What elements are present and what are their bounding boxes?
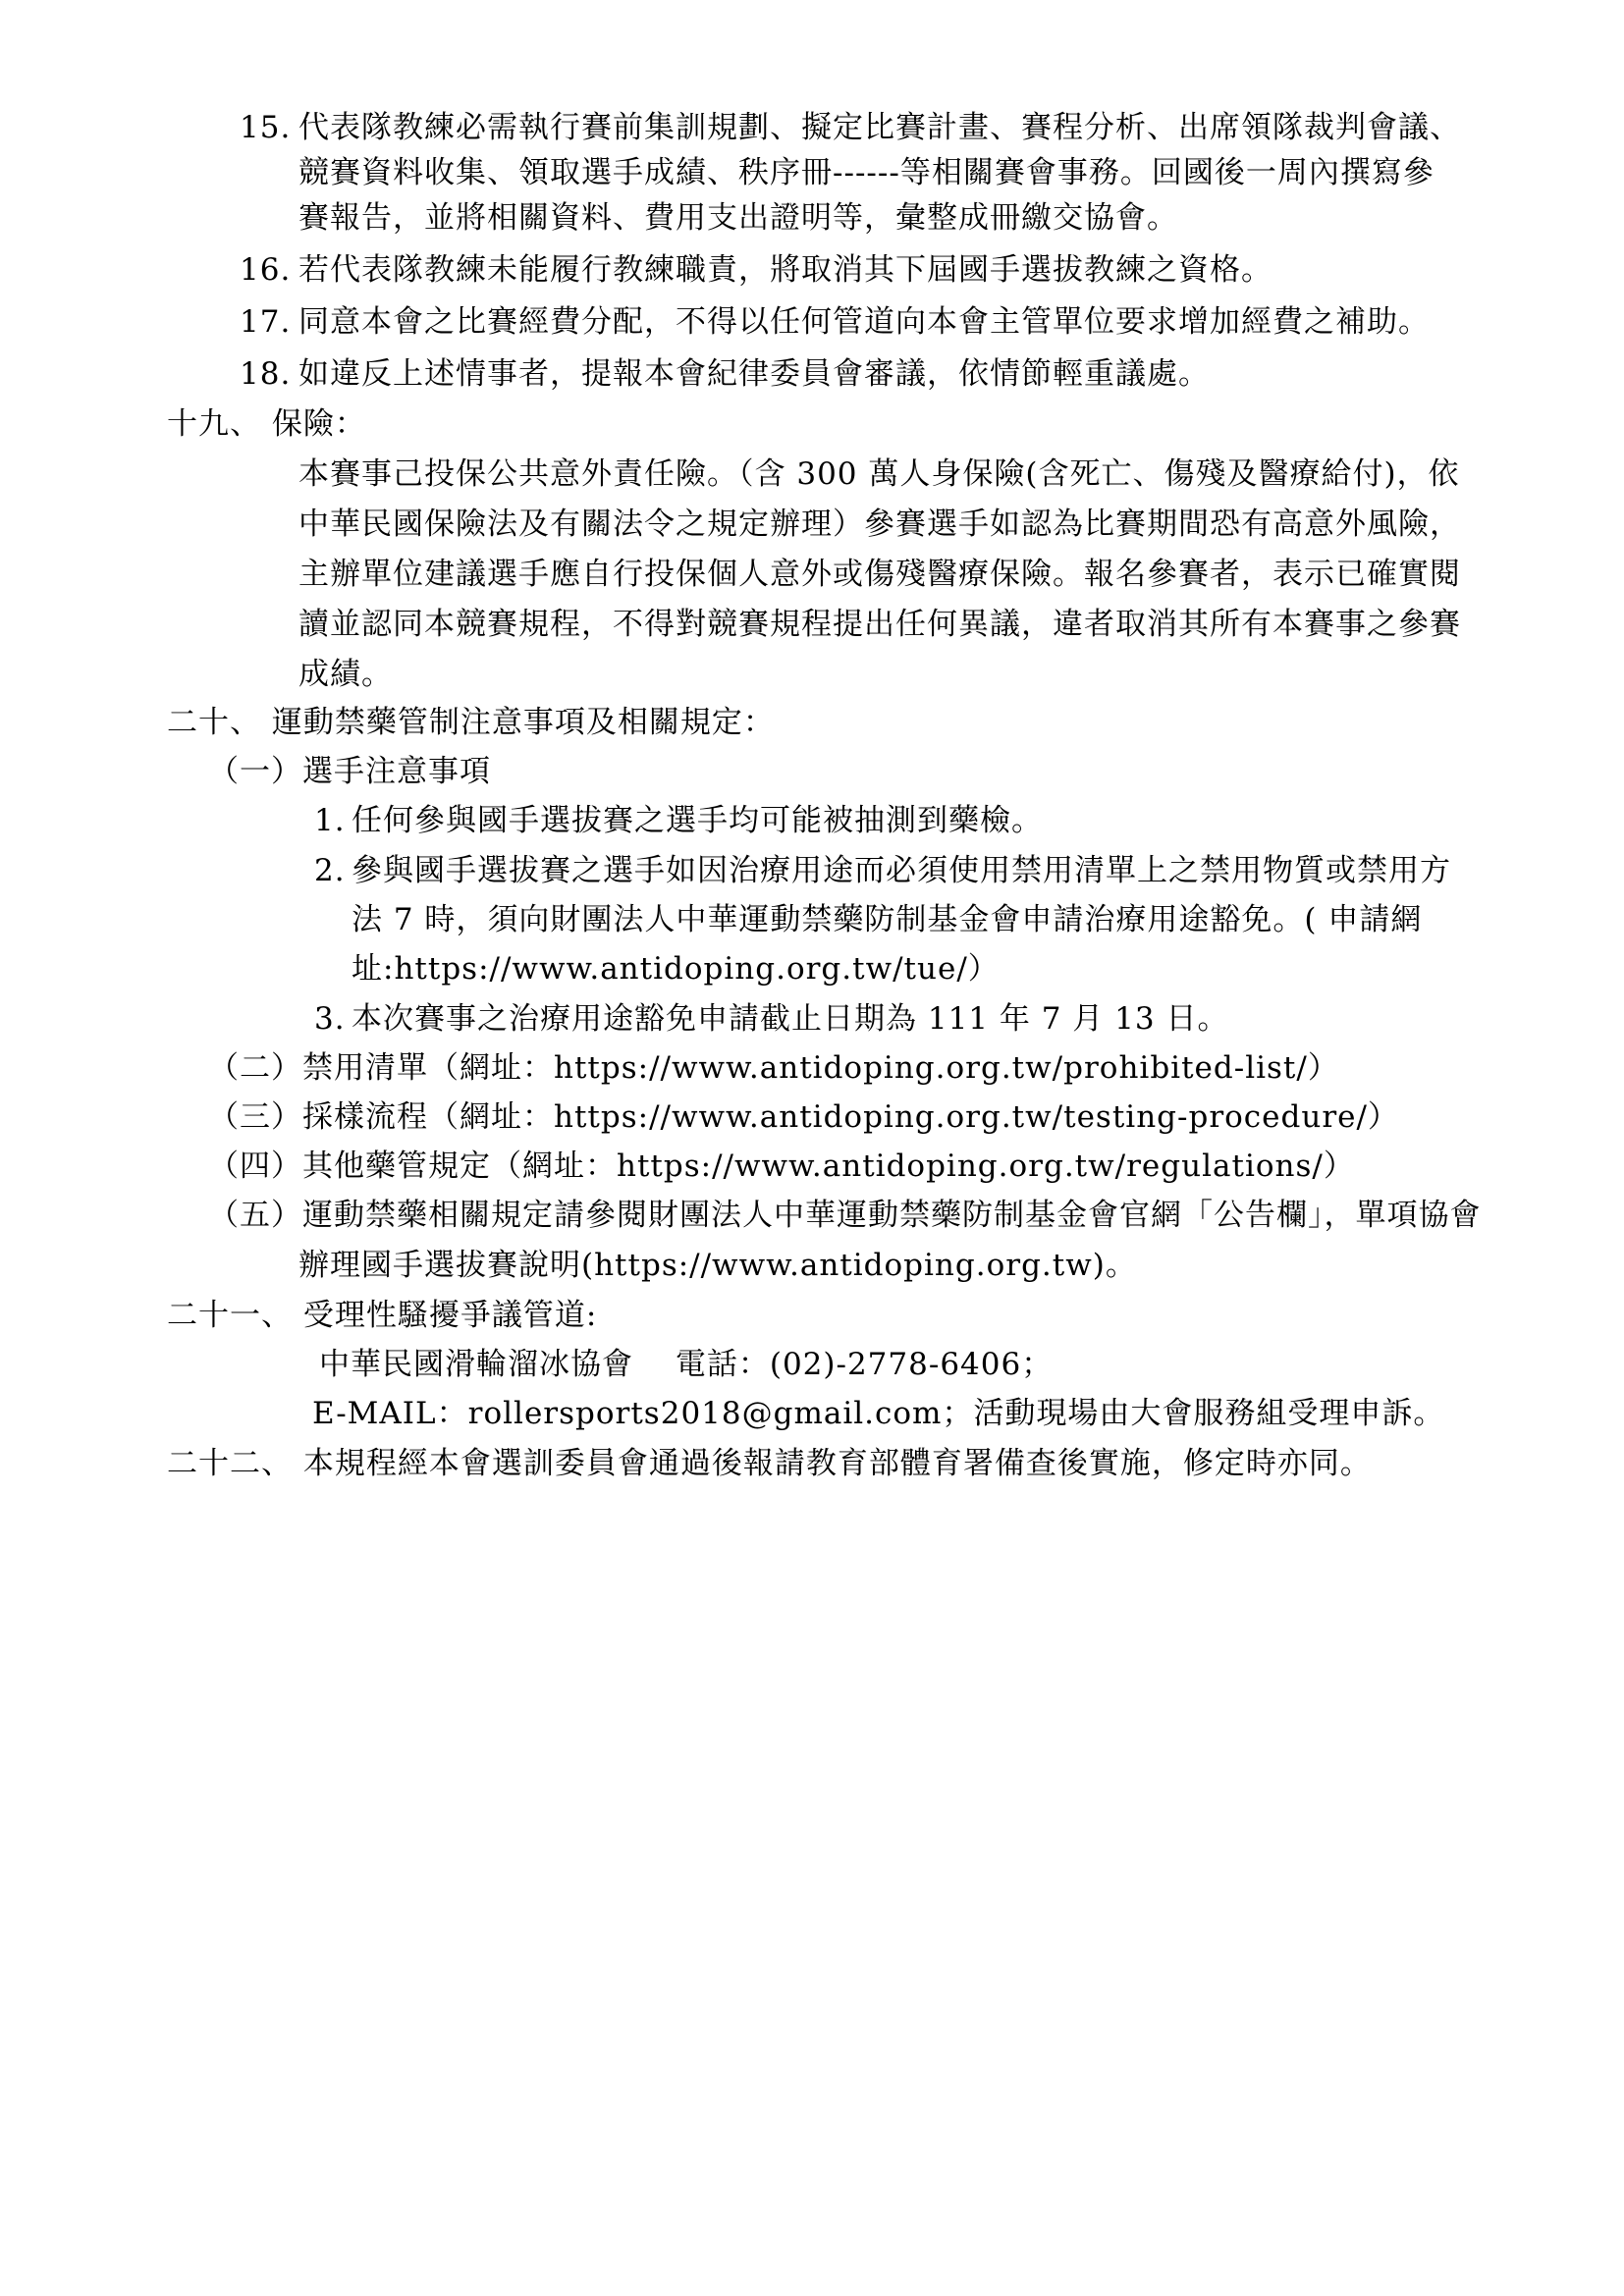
section-20-sub-5-line-1: （五）運動禁藥相關規定請參閱財團法人中華運動禁藥防制基金會官網「公告欄」，單項協會 — [208, 1198, 1482, 1233]
sub-1-point-1-text: 任何參與國手選拔賽之選手均可能被抽測到藥檢。 — [352, 803, 1043, 838]
sub-1-point-3-text: 本次賽事之治療用途豁免申請截止日期為 111 年 7 月 13 日。 — [352, 1001, 1229, 1037]
sub-1-point-2-line-2: 法 7 時，須向財團法人中華運動禁藥防制基金會申請治療用途豁免。( 申請網 — [352, 902, 1423, 937]
section-21-line-1: 中華民國滑輪溜冰協會 電話：(02)-2778-6406； — [319, 1347, 1054, 1382]
section-19-line-1: 本賽事己投保公共意外責任險。（含 300 萬人身保險(含死亡、傷殘及醫療給付)，依 — [298, 456, 1460, 492]
item-16-number: 16. — [240, 252, 292, 288]
sub-1-point-2-line-3: 址:https://www.antidoping.org.tw/tue/） — [352, 951, 1000, 987]
section-19-line-4: 讀並認同本競賽規程，不得對競賽規程提出任何異議，違者取消其所有本賽事之參賽 — [298, 607, 1461, 642]
item-15-number: 15. — [240, 110, 292, 145]
section-19-line-2: 中華民國保險法及有關法令之規定辦理）參賽選手如認為比賽期間恐有高意外風險， — [298, 507, 1461, 542]
item-18-number: 18. — [240, 356, 292, 392]
item-17-text: 同意本會之比賽經費分配，不得以任何管道向本會主管單位要求增加經費之補助。 — [298, 304, 1430, 340]
item-15-line-3: 賽報告，並將相關資料、費用支出證明等，彙整成冊繳交協會。 — [298, 200, 1178, 236]
section-20-sub-2: （二）禁用清單（網址：https://www.antidoping.org.tw/prohibited-list/） — [208, 1050, 1339, 1086]
sub-1-point-1-number: 1. — [314, 803, 346, 838]
section-19-line-5: 成績。 — [298, 657, 393, 692]
section-20-heading: 二十、 運動禁藥管制注意事項及相關規定： — [167, 705, 775, 740]
section-19-heading: 十九、 保險： — [167, 406, 366, 442]
sub-1-point-3-number: 3. — [314, 1001, 346, 1037]
item-17-number: 17. — [240, 304, 292, 340]
section-21-line-2: E-MAIL：rollersports2018@gmail.com；活動現場由大會服務組受理申訴。 — [312, 1396, 1445, 1431]
sub-1-point-2-number: 2. — [314, 853, 346, 888]
item-18-text: 如違反上述情事者，提報本會紀律委員會審議，依情節輕重議處。 — [298, 356, 1210, 392]
section-20-sub-5-line-2: 辦理國手選拔賽說明(https://www.antidoping.org.tw)。 — [298, 1248, 1137, 1283]
section-19-line-3: 主辦單位建議選手應自行投保個人意外或傷殘醫療保險。報名參賽者，表示已確實閱 — [298, 557, 1461, 592]
item-16-text: 若代表隊教練未能履行教練職責，將取消其下屆國手選拔教練之資格。 — [298, 252, 1272, 288]
section-20-sub-1-label: （一）選手注意事項 — [208, 754, 491, 789]
section-20-sub-3: （三）採樣流程（網址：https://www.antidoping.org.tw/testing-procedure/） — [208, 1099, 1399, 1135]
item-15-line-2: 競賽資料收集、領取選手成績、秩序冊------等相關賽會事務。回國後一周內撰寫參 — [298, 155, 1435, 190]
section-21-heading: 二十一、 受理性騷擾爭議管道: — [167, 1298, 598, 1333]
item-15-line-1: 代表隊教練必需執行賽前集訓規劃、擬定比賽計畫、賽程分析、出席領隊裁判會議、 — [298, 110, 1461, 145]
sub-1-point-2-line-1: 參與國手選拔賽之選手如因治療用途而必須使用禁用清單上之禁用物質或禁用方 — [352, 853, 1451, 888]
section-20-sub-4: （四）其他藥管規定（網址：https://www.antidoping.org.tw/regulations/） — [208, 1148, 1355, 1184]
section-22-heading: 二十二、 本規程經本會選訓委員會通過後報請教育部體育署備查後實施，修定時亦同。 — [167, 1446, 1372, 1481]
